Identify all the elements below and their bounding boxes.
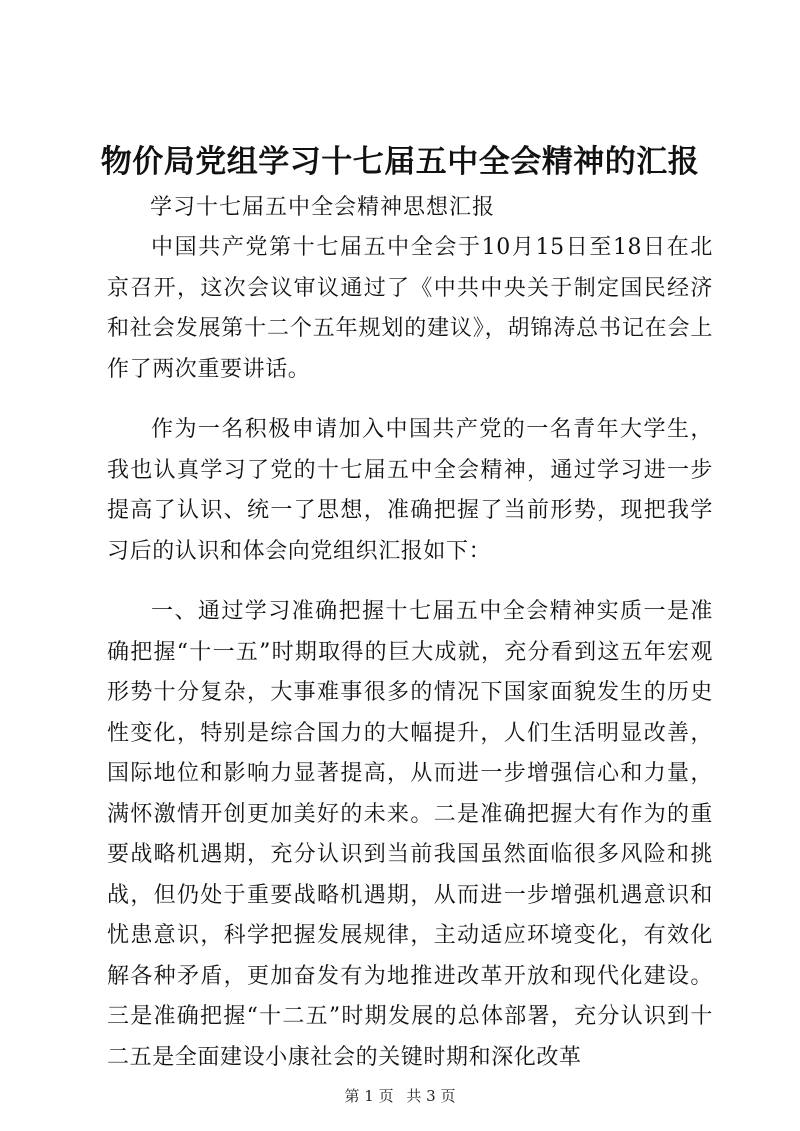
document-body [107, 228, 713, 1078]
document-title: 物价局党组学习十七届五中全会精神的汇报 [100, 144, 700, 180]
paragraph-3: 一、通过学习准确把握十七届五中全会精神实质一是准确把握“十一五”时期取得的巨大成就，充分看到这五年宏观形势十分复杂，大事难事很多的情况下国家面貌发生的历史性变化，特别是综合国力的大幅提升，人们生活明显改善，国际地位和影响力显著提高，从而进一步增强信心和力量，满怀激情开创更加美好的未来。二是准确把握大有作为的重要战略机遇期，充分认识到当前我国虽然面临很多风险和挑战，但仍处于重要战略机遇期，从而进一步增强机遇意识和忧患意识，科学把握发展规律，主动适应环境变化，有效化解各种矛盾，更加奋发有为地推进改革开放和现代化建设。三是准确把握“十二五”时期发展的总体部署，充分认识到十二五是全面建设小康社会的关键时期和深化改革 [107, 599, 713, 1070]
page-number: 第 1 页 [344, 1087, 394, 1105]
document-subtitle: 学习十七届五中全会精神思想汇报 [150, 195, 496, 220]
paragraph-1: 中国共产党第十七届五中全会于10月15日至18日在北京召开，这次会议审议通过了《中共中央关于制定国民经济和社会发展第十二个五年规划的建议》，胡锦涛总书记在会上作了两次重要讲话。 [107, 235, 713, 382]
paragraph-2: 作为一名积极申请加入中国共产党的一名青年大学生，我也认真学习了党的十七届五中全会精神，通过学习进一步提高了认识、统一了思想，准确把握了当前形势，现把我学习后的认识和体会向党组织汇报如下： [107, 417, 713, 564]
page-total: 共 3 页 [406, 1087, 456, 1105]
page-footer [0, 1086, 800, 1106]
